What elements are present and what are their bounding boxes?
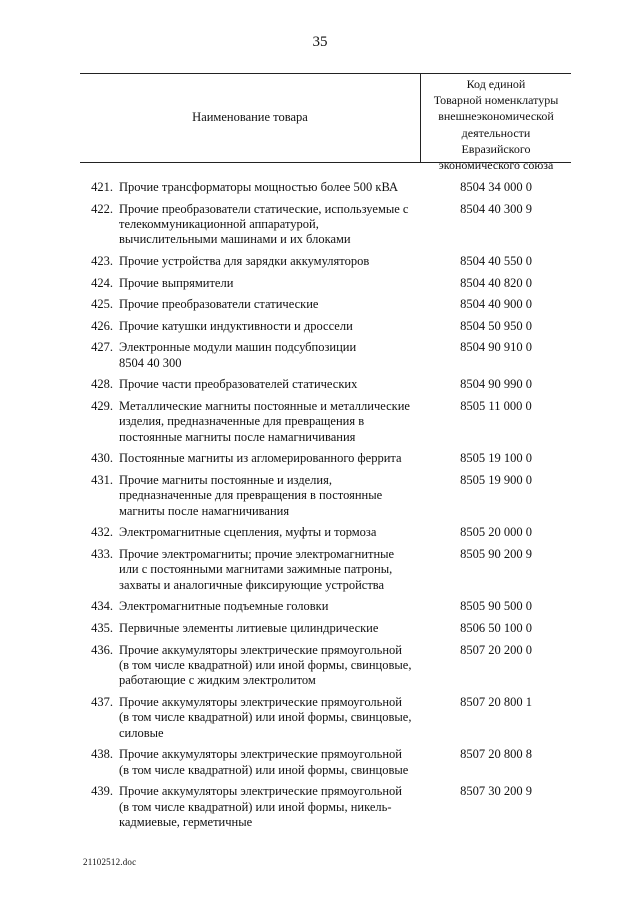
row-goods-name-line: изделия, предназначенные для превращения в (119, 414, 365, 429)
row-code: 8506 50 100 0 (460, 620, 532, 635)
row-number: 426. (91, 318, 113, 333)
row-code: 8505 19 100 0 (460, 451, 532, 466)
row-number: 431. (91, 472, 113, 487)
table-row (80, 340, 571, 371)
row-goods-name-line: Прочие выпрямители (119, 275, 234, 290)
row-code: 8505 20 000 0 (460, 525, 532, 540)
row-code: 8505 90 200 9 (460, 546, 532, 561)
table-row (80, 254, 571, 269)
row-goods-name-line: Прочие аккумуляторы электрические прямоугольной (119, 747, 402, 762)
row-goods-name (119, 784, 419, 830)
row-number: 434. (91, 599, 113, 614)
row-code: 8504 40 820 0 (460, 275, 532, 290)
row-goods-name-line: Прочие аккумуляторы электрические прямоугольной (119, 784, 402, 799)
row-code: 8507 20 800 8 (460, 747, 532, 762)
code-column-header (421, 76, 571, 173)
row-number: 439. (91, 784, 113, 799)
table-row (80, 643, 571, 689)
row-number: 422. (91, 201, 113, 216)
row-goods-name (119, 547, 419, 593)
row-goods-name-line: предназначенные для превращения в постоянные (119, 488, 383, 503)
row-goods-name-line: вычислительными машинами и их блоками (119, 232, 351, 247)
table-row (80, 599, 571, 614)
code-column-header-line: деятельности (461, 125, 531, 140)
table-row (80, 377, 571, 392)
row-number: 435. (91, 620, 113, 635)
row-code: 8504 50 950 0 (460, 318, 532, 333)
footer-filename: 21102512.doc (83, 857, 137, 867)
row-goods-name-line: (в том числе квадратной) или иной формы, никель- (119, 799, 392, 814)
row-number: 438. (91, 747, 113, 762)
row-code: 8504 40 300 9 (460, 201, 532, 216)
row-number: 436. (91, 642, 113, 657)
row-goods-name-line: силовые (119, 725, 164, 740)
row-code: 8505 19 900 0 (460, 472, 532, 487)
row-goods-name-line: захваты и аналогичные фиксирующие устройства (119, 577, 385, 592)
row-goods-name-line: кадмиевые, герметичные (119, 815, 253, 830)
row-number: 425. (91, 297, 113, 312)
row-code: 8505 11 000 0 (460, 398, 532, 413)
row-code: 8507 20 800 1 (460, 694, 532, 709)
row-goods-name-line: Прочие части преобразователей статических (119, 377, 358, 392)
row-number: 433. (91, 546, 113, 561)
row-code: 8507 20 200 0 (460, 642, 532, 657)
row-number: 423. (91, 254, 113, 268)
table-row (80, 547, 571, 593)
row-goods-name (119, 695, 419, 741)
row-goods-name (119, 297, 419, 312)
table-row (80, 784, 571, 830)
row-number: 430. (91, 451, 113, 466)
row-goods-name-line: магниты после намагничивания (119, 503, 290, 518)
table-row (80, 747, 571, 778)
row-goods-name-line: Электромагнитные подъемные головки (119, 599, 329, 614)
row-goods-name-line: Прочие катушки индуктивности и дроссели (119, 318, 353, 333)
row-code: 8507 30 200 9 (460, 784, 532, 799)
row-goods-name-line: Прочие трансформаторы мощностью более 500 кВА (119, 180, 399, 194)
table-row (80, 695, 571, 741)
row-goods-name-line: Прочие преобразователи статические, используемые с (119, 201, 409, 216)
row-goods-name-line: постоянные магниты после намагничивания (119, 429, 356, 444)
table-row (80, 276, 571, 291)
name-column-header: Наименование товара (192, 110, 308, 124)
table-row (80, 202, 571, 248)
row-goods-name (119, 202, 419, 248)
row-code: 8504 34 000 0 (460, 180, 532, 194)
code-column-header-line: внешнеэкономической (438, 109, 554, 124)
row-goods-name (119, 599, 419, 614)
row-goods-name-line: работающие с жидким электролитом (119, 673, 316, 688)
goods-table (80, 180, 571, 837)
page-number: 35 (312, 34, 328, 50)
row-code: 8504 40 550 0 (460, 254, 532, 268)
row-goods-name (119, 451, 419, 466)
row-goods-name-line: Металлические магниты постоянные и металлические (119, 398, 410, 413)
row-number: 421. (91, 180, 113, 194)
table-row (80, 399, 571, 445)
code-column-header-line: Код единой (466, 77, 526, 91)
row-goods-name-line: Прочие электромагниты; прочие электромагнитные (119, 546, 395, 561)
row-goods-name (119, 643, 419, 689)
row-goods-name (119, 276, 419, 291)
row-number: 428. (91, 377, 113, 392)
row-goods-name (119, 399, 419, 445)
row-goods-name (119, 525, 419, 540)
row-goods-name-line: Прочие аккумуляторы электрические прямоугольной (119, 642, 402, 657)
table-row (80, 525, 571, 540)
row-goods-name (119, 319, 419, 334)
row-goods-name-line: Прочие преобразователи статические (119, 297, 319, 312)
row-goods-name-line: Первичные элементы литиевые цилиндрические (119, 620, 379, 635)
row-number: 437. (91, 694, 113, 709)
code-column-header-line: Товарной номенклатуры (433, 93, 559, 108)
row-goods-name (119, 340, 419, 371)
row-goods-name-line: телекоммуникационной аппаратурой, (119, 217, 319, 231)
row-number: 427. (91, 340, 113, 355)
row-code: 8504 90 910 0 (460, 340, 532, 355)
row-goods-name-line: Электронные модули машин подсубпозиции (119, 340, 357, 355)
row-goods-name (119, 473, 419, 519)
table-row (80, 451, 571, 466)
row-goods-name-line: Электромагнитные сцепления, муфты и тормоза (119, 525, 377, 540)
code-column-header-line: Евразийского (461, 141, 531, 156)
row-code: 8504 40 900 0 (460, 297, 532, 312)
table-row (80, 473, 571, 519)
table-row (80, 180, 571, 195)
row-goods-name-line: или с постоянными магнитами зажимные патроны, (119, 562, 393, 577)
row-number: 432. (91, 525, 113, 540)
row-goods-name (119, 180, 419, 195)
table-row (80, 621, 571, 636)
row-goods-name (119, 747, 419, 778)
code-column-header-line: экономического союза (438, 158, 554, 173)
row-goods-name-line: Прочие магниты постоянные и изделия, (119, 472, 332, 487)
row-code: 8504 90 990 0 (460, 377, 532, 392)
row-goods-name-line: Прочие аккумуляторы электрические прямоугольной (119, 694, 402, 709)
row-goods-name-line: (в том числе квадратной) или иной формы, свинцовые, (119, 710, 412, 725)
table-row (80, 319, 571, 334)
row-goods-name (119, 254, 419, 269)
table-row (80, 297, 571, 312)
row-number: 424. (91, 275, 113, 290)
row-number: 429. (91, 398, 113, 413)
row-goods-name-line: 8504 40 300 (119, 355, 182, 370)
row-goods-name (119, 621, 419, 636)
table-header (80, 73, 571, 173)
row-goods-name (119, 377, 419, 392)
row-code: 8505 90 500 0 (460, 599, 532, 614)
row-goods-name-line: Постоянные магниты из агломерированного феррита (119, 451, 402, 466)
row-goods-name-line: Прочие устройства для зарядки аккумуляторов (119, 254, 370, 268)
row-goods-name-line: (в том числе квадратной) или иной формы, свинцовые (119, 762, 409, 777)
row-goods-name-line: (в том числе квадратной) или иной формы, свинцовые, (119, 657, 412, 672)
